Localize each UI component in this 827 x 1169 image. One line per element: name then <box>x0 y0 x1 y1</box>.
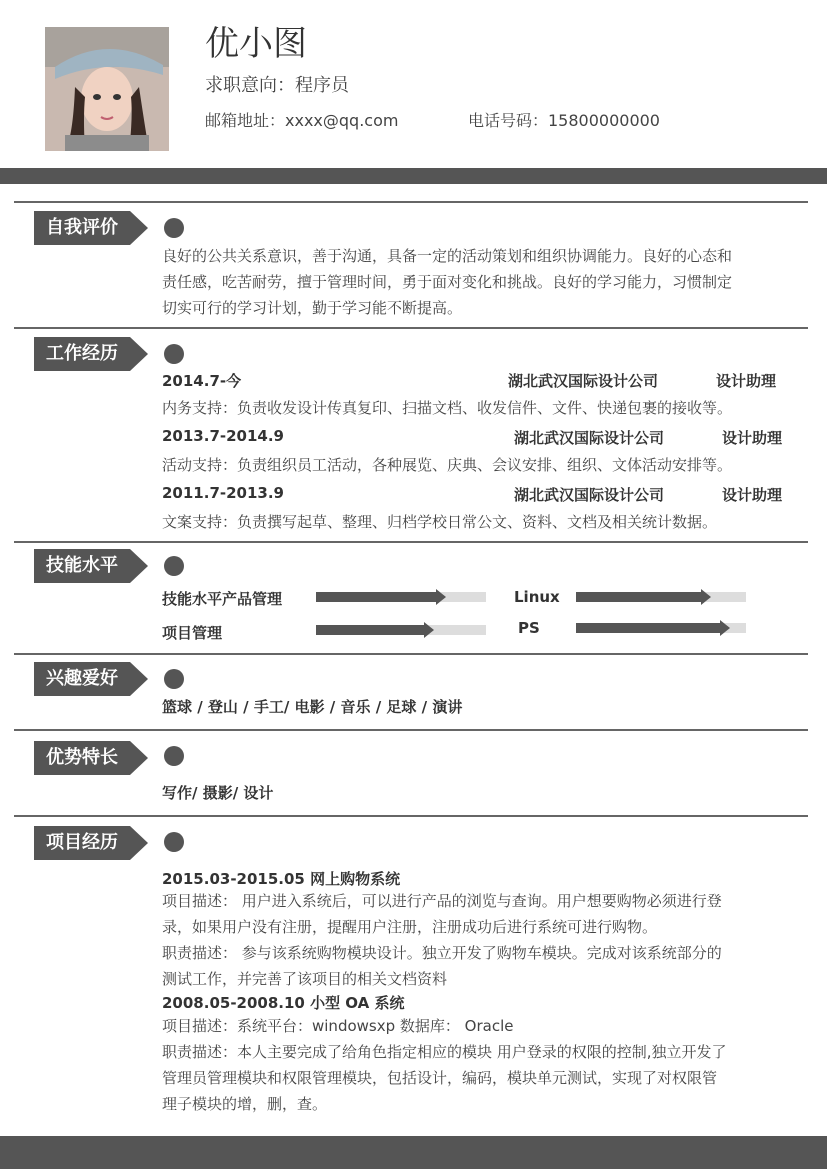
skill-level-bar <box>576 623 746 633</box>
work-company: 湖北武汉国际设计公司 <box>514 486 665 504</box>
skill-label: PS <box>518 619 540 637</box>
work-desc: 文案支持：负责撰写起草、整理、归档学校日常公文、资料、文档及相关统计数据。 <box>162 513 718 531</box>
skill-label: Linux <box>514 588 560 606</box>
hobbies-text: 篮球 / 登山 / 手工/ 电影 / 音乐 / 足球 / 演讲 <box>162 698 463 716</box>
section-tag-projects: 项目经历 <box>34 826 130 860</box>
work-period: 2011.7-2013.9 <box>162 484 284 502</box>
skill-level-bar <box>576 592 746 602</box>
skill-level-bar <box>316 592 486 602</box>
footer-bar <box>0 1136 827 1169</box>
skill-level-bar <box>316 625 486 635</box>
section-tag-self-eval: 自我评价 <box>34 211 130 245</box>
bullet-dot-icon <box>164 218 184 238</box>
section-tag-work: 工作经历 <box>34 337 130 371</box>
work-period: 2013.7-2014.9 <box>162 427 284 445</box>
bullet-dot-icon <box>164 556 184 576</box>
skill-label: 技能水平产品管理 <box>162 590 283 608</box>
skill-level-arrow-icon <box>424 622 434 638</box>
tag-arrow-icon <box>130 662 148 696</box>
candidate-name: 优小图 <box>205 24 307 64</box>
work-role: 设计助理 <box>722 486 783 504</box>
tag-arrow-icon <box>130 211 148 245</box>
section-tag-skills: 技能水平 <box>34 549 130 583</box>
project-title: 2015.03-2015.05 网上购物系统 <box>162 870 401 888</box>
skill-level-fill <box>576 623 721 633</box>
strengths-text: 写作/ 摄影/ 设计 <box>162 784 274 802</box>
bullet-dot-icon <box>164 746 184 766</box>
section-tag-strengths: 优势特长 <box>34 741 130 775</box>
skill-level-arrow-icon <box>720 620 730 636</box>
job-intent: 求职意向：程序员 <box>205 75 349 96</box>
tag-arrow-icon <box>130 741 148 775</box>
phone-text: 电话号码：15800000000 <box>468 111 660 130</box>
work-desc: 内务支持：负责收发设计传真复印、扫描文档、收发信件、文件、快递包裹的接收等。 <box>162 399 733 417</box>
bullet-dot-icon <box>164 832 184 852</box>
project-desc: 项目描述： 用户进入系统后，可以进行产品的浏览与查询。用户想要购物必须进行登 录，如果用户没有注册，提醒用户注册，注册成功后进行系统可进行购物。 职责描述： 参与该系统购物模块设计。独立开发了购物车模块。完成对该系统部分的 测试工作，并完善了该项目的相关文档资料 <box>162 892 722 988</box>
work-company: 湖北武汉国际设计公司 <box>508 372 659 390</box>
work-period: 2014.7-今 <box>162 372 242 390</box>
skill-level-fill <box>316 592 437 602</box>
email-text: 邮箱地址：xxxx@qq.com <box>205 111 399 130</box>
section-divider <box>14 653 808 655</box>
project-desc: 项目描述：系统平台：windowsxp 数据库： Oracle 职责描述：本人主要完成了给角色指定相应的模块 用户登录的权限的控制,独立开发了 管理员管理模块和权限管理模块，包括设计，编码，模块单元测试，实现了对权限管 理子模块的增，删，查。 <box>162 1017 727 1113</box>
skill-level-arrow-icon <box>436 589 446 605</box>
skill-label: 项目管理 <box>162 624 223 642</box>
tag-arrow-icon <box>130 826 148 860</box>
skill-level-arrow-icon <box>701 589 711 605</box>
bullet-dot-icon <box>164 344 184 364</box>
self-eval-text: 良好的公共关系意识，善于沟通，具备一定的活动策划和组织协调能力。良好的心态和 责任感，吃苦耐劳，擅于管理时间，勇于面对变化和挑战。良好的学习能力，习惯制定 切实可行的学习计划，勤于学习能不断提高。 <box>162 247 733 317</box>
project-title: 2008.05-2008.10 小型 OA 系统 <box>162 994 405 1012</box>
section-divider <box>14 815 808 817</box>
section-divider <box>14 201 808 203</box>
work-role: 设计助理 <box>716 372 777 390</box>
work-company: 湖北武汉国际设计公司 <box>514 429 665 447</box>
skill-level-fill <box>316 625 425 635</box>
work-desc: 活动支持：负责组织员工活动，各种展览、庆典、会议安排、组织、文体活动安排等。 <box>162 456 733 474</box>
section-divider <box>14 541 808 543</box>
tag-arrow-icon <box>130 549 148 583</box>
profile-photo <box>45 27 169 151</box>
section-tag-hobbies: 兴趣爱好 <box>34 662 130 696</box>
section-divider <box>14 729 808 731</box>
bullet-dot-icon <box>164 669 184 689</box>
section-divider <box>14 327 808 329</box>
tag-arrow-icon <box>130 337 148 371</box>
skill-level-fill <box>576 592 702 602</box>
header-divider-bar <box>0 168 827 184</box>
work-role: 设计助理 <box>722 429 783 447</box>
